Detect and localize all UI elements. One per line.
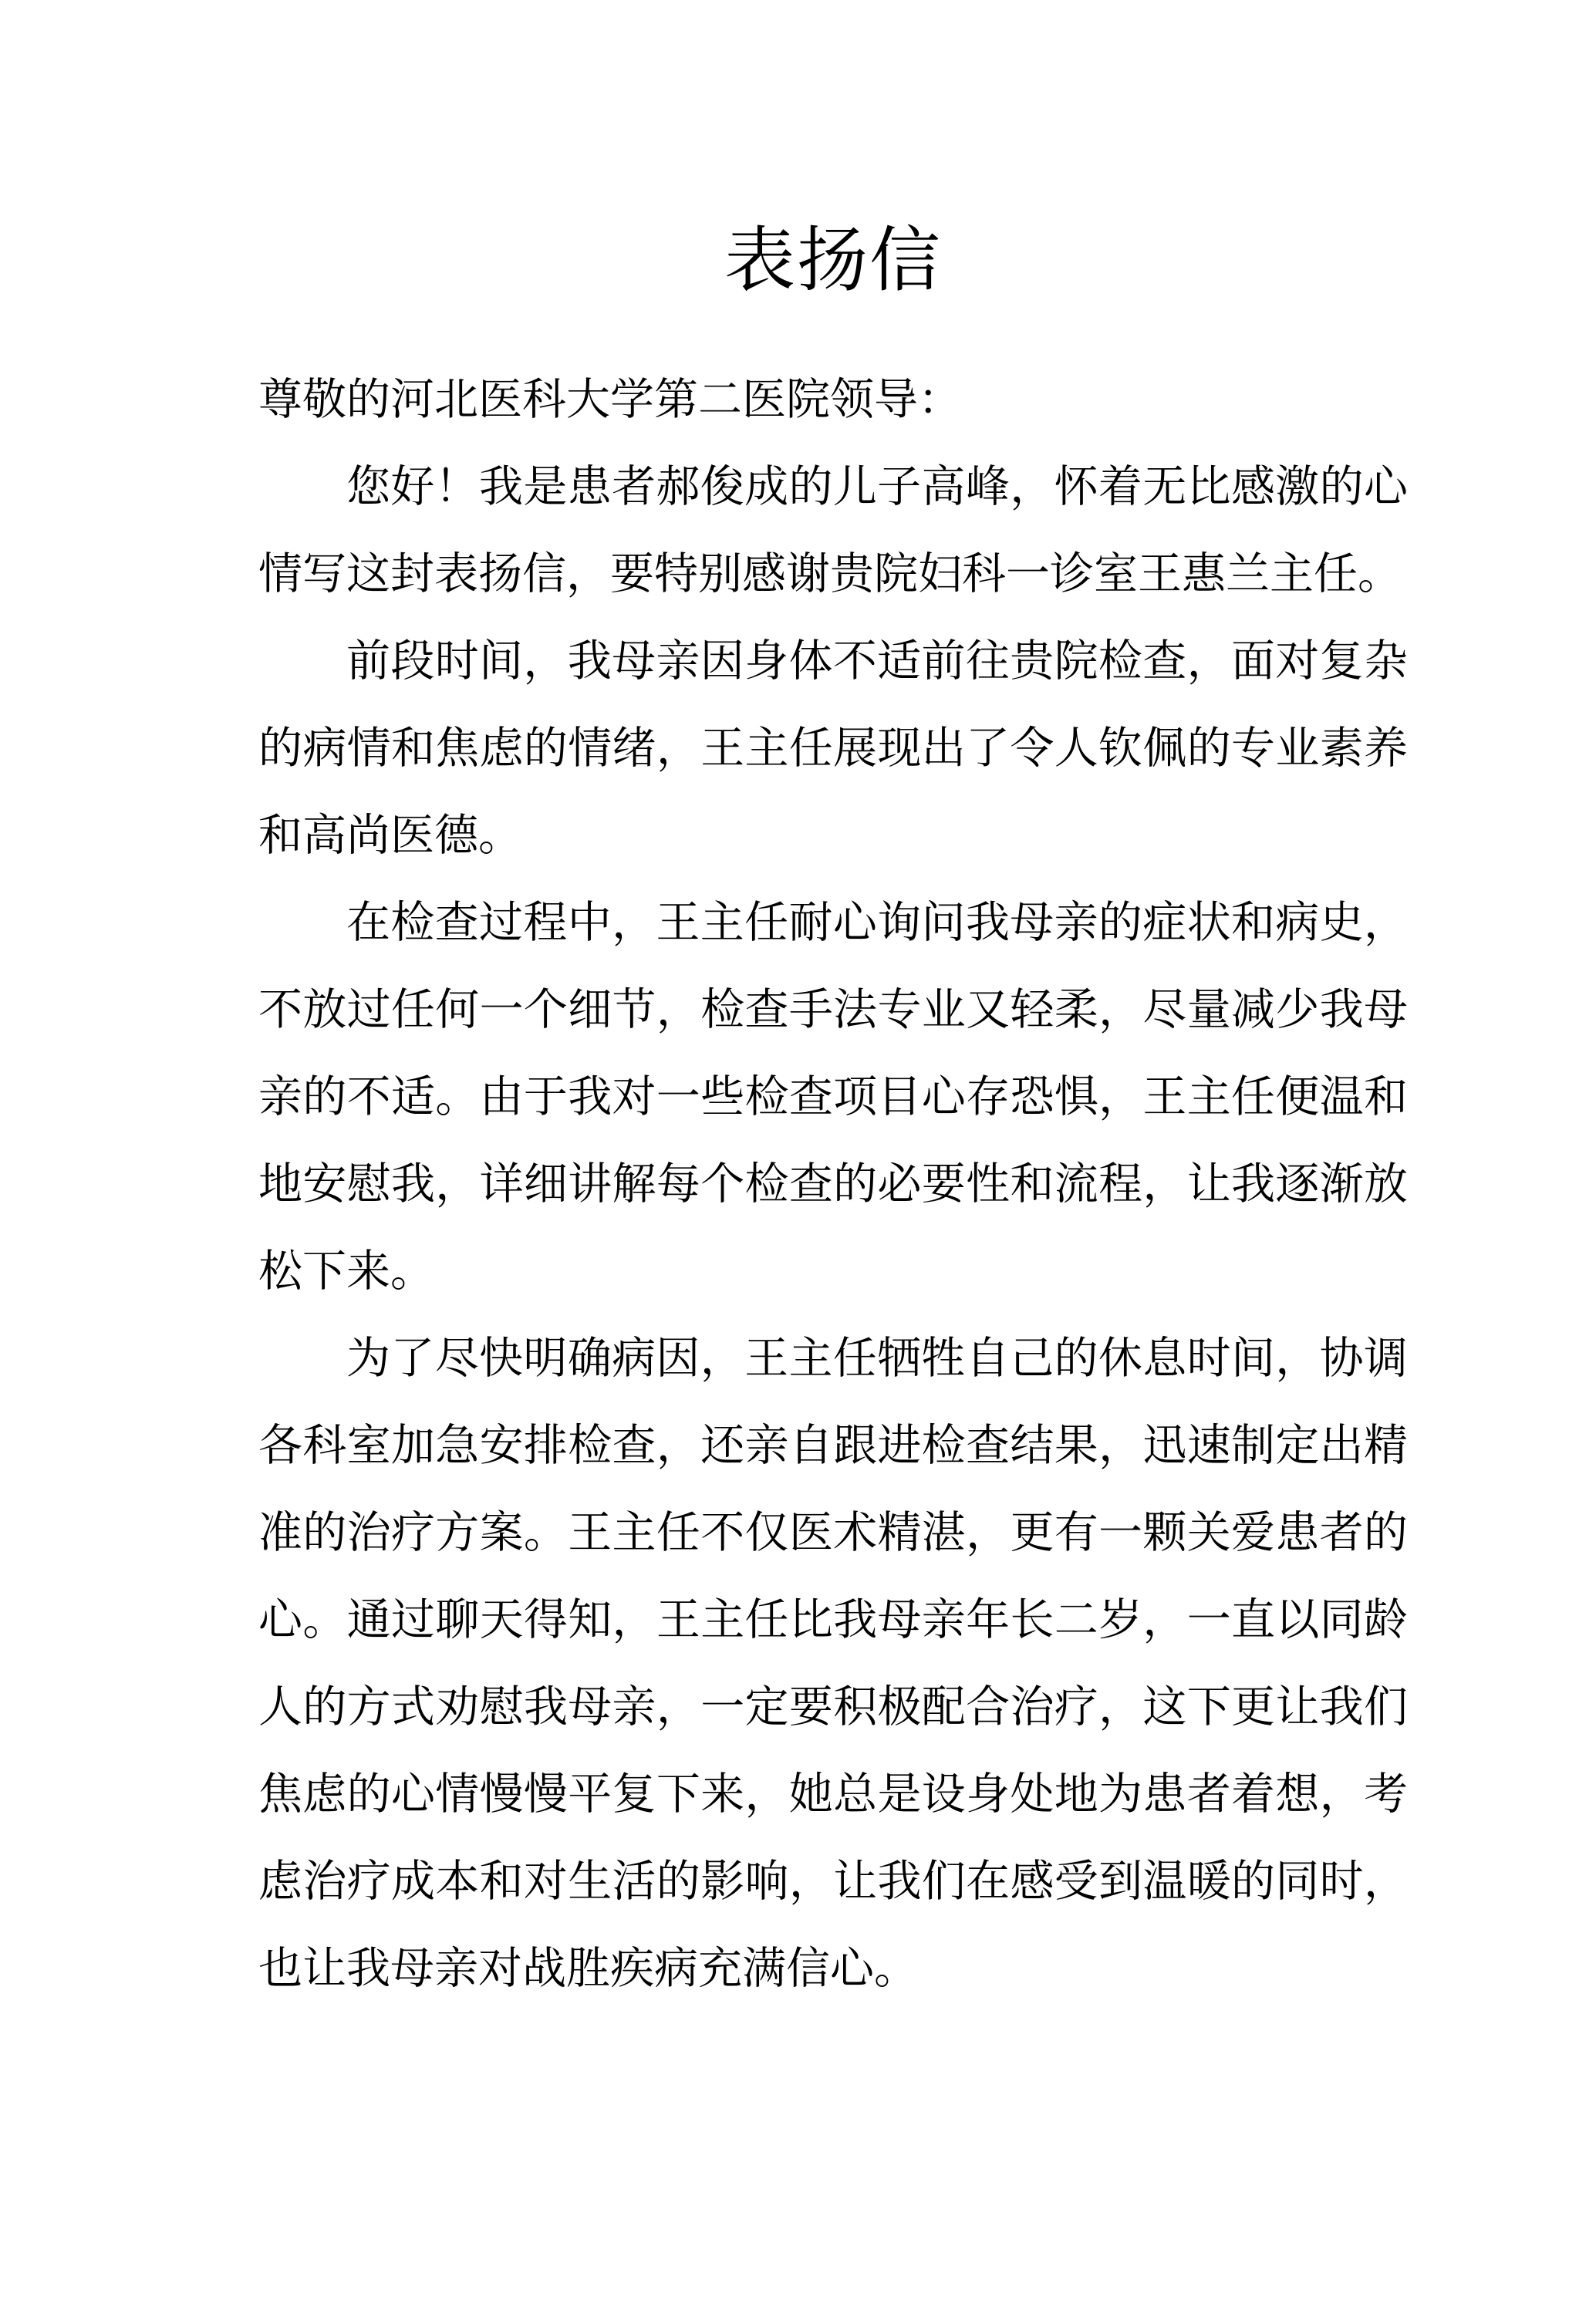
letter-paragraph-2: 前段时间，我母亲因身体不适前往贵院检查，面对复杂的病情和焦虑的情绪，王主任展现出了令人钦佩的专业素养和高尚医德。 — [258, 636, 1408, 861]
letter-paragraph-3: 在检查过程中，王主任耐心询问我母亲的症状和病史，不放过任何一个细节，检查手法专业又轻柔，尽量减少我母亲的不适。由于我对一些检查项目心存恐惧，王主任便温和地安慰我，详细讲解每个检查的必要性和流程，让我逐渐放松下来。 — [258, 897, 1408, 1297]
letter-paragraph-1: 您好！我是患者郝俊成的儿子高峰，怀着无比感激的心情写这封表扬信，要特别感谢贵院妇科一诊室王惠兰主任。 — [258, 461, 1408, 599]
letter-salutation: 尊敬的河北医科大学第二医院领导： — [258, 374, 962, 425]
letter-title: 表扬信 — [724, 219, 942, 302]
letter-body — [258, 356, 1408, 2012]
letter-paragraph-4: 为了尽快明确病因，王主任牺牲自己的休息时间，协调各科室加急安排检查，还亲自跟进检查结果，迅速制定出精准的治疗方案。王主任不仅医术精湛，更有一颗关爱患者的心。通过聊天得知，王主任比我母亲年长二岁，一直以同龄人的方式劝慰我母亲，一定要积极配合治疗，这下更让我们焦虑的心情慢慢平复下来，她总是设身处地为患者着想，考虑治疗成本和对生活的影响，让我们在感受到温暖的同时，也让我母亲对战胜疾病充满信心。 — [258, 1333, 1408, 1994]
